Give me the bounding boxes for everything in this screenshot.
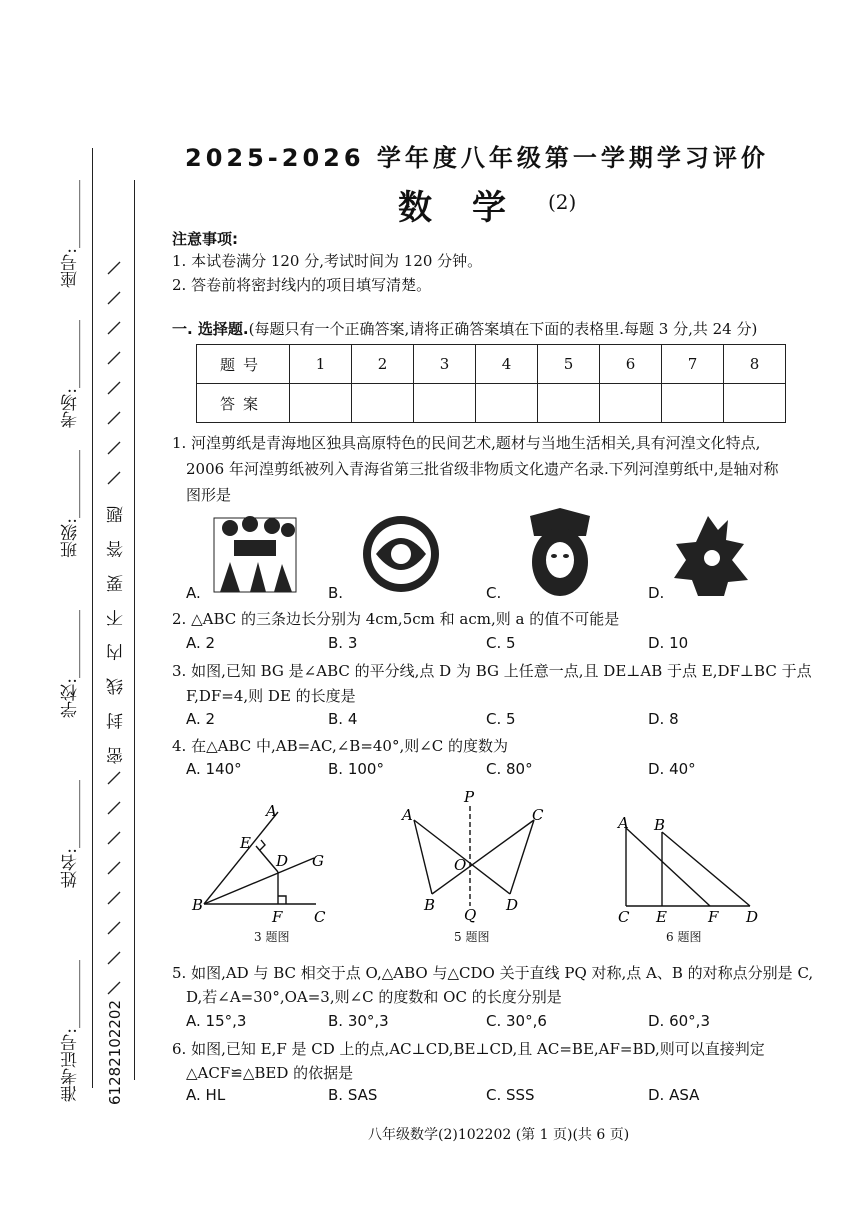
q2-option-a[interactable]: A. 2 [186,634,216,652]
q1-line: 2006 年河湟剪纸被列入青海省第三批省级非物质文化遗产名录.下列河湟剪纸中,是轴对称 [186,460,779,478]
binding-line-outer [92,148,93,1088]
exam-code: 61282102202 [106,1000,124,1105]
fig6-label: F [708,908,719,926]
q2-option-c[interactable]: C. 5 [486,634,516,652]
q3-line: F,DF=4,则 DE 的长度是 [186,687,356,705]
fig3-label: A [266,802,277,820]
answer-cell[interactable] [414,384,476,423]
question-number-cell: 3 [414,345,476,384]
question-number-cell: 6 [600,345,662,384]
q5-option-b[interactable]: B. 30°,3 [328,1012,389,1030]
q6-line: △ACF≌△BED 的依据是 [186,1064,354,1082]
q6-option-b[interactable]: B. SAS [328,1086,378,1104]
exam-room-label: 考场:________ [61,320,81,428]
q1-option-b[interactable]: B. [328,584,344,602]
papercut-image-b [356,512,446,596]
q1-option-c[interactable]: C. [486,584,502,602]
figure-6-caption: 6 题图 [666,930,702,944]
q5-line: D,若∠A=30°,OA=3,则∠C 的度数和 OC 的长度分别是 [186,988,562,1006]
question-number-cell: 1 [290,345,352,384]
note-item: 1. 本试卷满分 120 分,考试时间为 120 分钟。 [172,252,483,270]
fig5-label: A [402,806,413,824]
q5-option-a[interactable]: A. 15°,3 [186,1012,247,1030]
q1-option-d[interactable]: D. [648,584,665,602]
answer-cell[interactable] [600,384,662,423]
q4-stem: 4. 在△ABC 中,AB=AC,∠B=40°,则∠C 的度数为 [172,737,509,755]
q3-option-d[interactable]: D. 8 [648,710,679,728]
answer-cell[interactable] [538,384,600,423]
fig5-label: B [424,896,436,914]
q1-option-a[interactable]: A. [186,584,201,602]
answer-table [196,344,786,423]
fig3-label: G [312,852,324,870]
papercut-image-c [520,506,600,600]
answer-cell[interactable] [662,384,724,423]
table-row-label: 题号 [197,345,290,384]
fig5-label: D [506,896,519,914]
answer-cell[interactable] [352,384,414,423]
section-heading [172,318,757,339]
note-item: 2. 答卷前将密封线内的项目填写清楚。 [172,276,432,294]
q4-option-b[interactable]: B. 100° [328,760,384,778]
papercut-image-d [668,510,754,598]
q1-line: 图形是 [186,486,232,504]
fig6-label: D [746,908,759,926]
question-number-cell: 8 [724,345,786,384]
binding-line-inner [134,180,135,1080]
page-footer: 八年级数学(2)102202 (第 1 页)(共 6 页) [368,1127,630,1143]
q3-option-a[interactable]: A. 2 [186,710,216,728]
answer-table-answer-row [197,384,786,423]
figure-5 [396,790,556,930]
notes-heading: 注意事项: [172,230,238,248]
figure-3 [190,800,340,930]
papercut-image-a [210,512,300,596]
fig5-label: C [532,806,544,824]
fig5-label: P [464,790,475,806]
q2-option-b[interactable]: B. 3 [328,634,358,652]
exam-title: 2025-2026 学年度八年级第一学期学习评价 [185,144,769,172]
q6-option-a[interactable]: A. HL [186,1086,226,1104]
question-number-cell: 5 [538,345,600,384]
fig6-label: B [654,816,666,834]
answer-cell[interactable] [724,384,786,423]
question-number-cell: 2 [352,345,414,384]
fig3-label: E [240,834,251,852]
q3-line: 3. 如图,已知 BG 是∠ABC 的平分线,点 D 为 BG 上任意一点,且 DE⊥AB 于点 E,DF⊥BC 于点 [172,662,812,680]
question-number-cell: 4 [476,345,538,384]
class-label: 班级:________ [61,450,81,558]
q6-option-c[interactable]: C. SSS [486,1086,535,1104]
figure-5-caption: 5 题图 [454,930,490,944]
fig5-label: Q [464,906,477,924]
q1-line: 1. 河湟剪纸是青海地区独具高原特色的民间艺术,题材与当地生活相关,具有河湟文化特点, [172,434,761,452]
answer-cell[interactable] [476,384,538,423]
seal-warning: 密 封 线 内 不 要 答 题 [107,500,127,764]
fig6-label: A [618,814,629,832]
q2-stem: 2. △ABC 的三条边长分别为 4cm,5cm 和 acm,则 a 的值不可能是 [172,610,620,628]
fig3-label: B [192,896,204,914]
answer-table-header-row [197,345,786,384]
school-label: 学校:________ [61,610,81,718]
fig5-label: O [454,856,467,874]
section-title: 一. 选择题. [172,320,249,338]
fig3-label: D [276,852,289,870]
q4-option-d[interactable]: D. 40° [648,760,696,778]
q3-option-b[interactable]: B. 4 [328,710,358,728]
question-number-cell: 7 [662,345,724,384]
name-label: 姓名:________ [61,780,81,888]
fig6-label: E [656,908,667,926]
q6-line: 6. 如图,已知 E,F 是 CD 上的点,AC⊥CD,BE⊥CD,且 AC=BE,AF=BD,则可以直接判定 [172,1040,765,1058]
q5-option-c[interactable]: C. 30°,6 [486,1012,547,1030]
q2-option-d[interactable]: D. 10 [648,634,689,652]
q4-option-a[interactable]: A. 140° [186,760,242,778]
q5-option-d[interactable]: D. 60°,3 [648,1012,710,1030]
figure-6 [614,806,770,930]
q6-option-d[interactable]: D. ASA [648,1086,700,1104]
fig3-label: F [272,908,283,926]
q5-line: 5. 如图,AD 与 BC 相交于点 O,△ABO 与△CDO 关于直线 PQ 对称,点 A、B 的对称点分别是 C, [172,964,814,982]
ticket-label: 准考证号:________ [61,960,81,1102]
table-row-label: 答案 [197,384,290,423]
section-instruction: (每题只有一个正确答案,请将正确答案填在下面的表格里.每题 3 分,共 24 分) [248,320,758,338]
fig6-label: C [618,908,630,926]
fig3-label: C [314,908,326,926]
answer-cell[interactable] [290,384,352,423]
subject-title: 数学 [398,188,546,228]
seat-label: 座号:________ [61,180,81,288]
figure-3-caption: 3 题图 [254,930,290,944]
q3-option-c[interactable]: C. 5 [486,710,516,728]
subject-number: (2) [548,190,577,214]
q4-option-c[interactable]: C. 80° [486,760,533,778]
